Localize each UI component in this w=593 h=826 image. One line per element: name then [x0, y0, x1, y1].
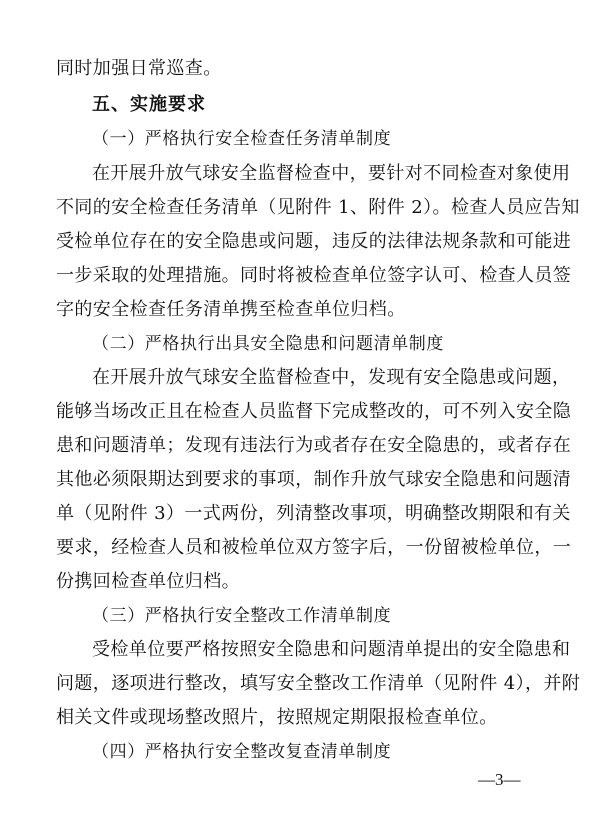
paragraph-line: 不同的安全检查任务清单（见附件 1、附件 2）。检查人员应告知 — [56, 197, 580, 218]
page-number: —3— — [478, 770, 521, 789]
paragraph-line: 患和问题清单；发现有违法行为或者存在安全隐患的，或者存在 — [56, 435, 572, 456]
paragraph-line: 单（见附件 3）一式两份，列清整改事项，明确整改期限和有关 — [56, 503, 571, 524]
paragraph-line: 在开展升放气球安全监督检查中，要针对不同检查对象使用 — [92, 163, 571, 184]
paragraph-line: 受检单位存在的安全隐患或问题，违反的法律法规条款和可能进 — [56, 231, 572, 252]
subsection-heading: （二）严格执行出具安全隐患和问题清单制度 — [92, 334, 444, 354]
subsection-heading: （一）严格执行安全检查任务清单制度 — [92, 129, 392, 149]
subsection-heading: （四）严格执行安全整改复查清单制度 — [92, 742, 392, 762]
subsection-heading: （三）严格执行安全整改工作清单制度 — [92, 606, 392, 626]
paragraph-line: 受检单位要严格按照安全隐患和问题清单提出的安全隐患和 — [92, 639, 571, 660]
paragraph-line: 问题，逐项进行整改，填写安全整改工作清单（见附件 4），并附 — [56, 673, 581, 694]
paragraph-line: 其他必须限期达到要求的事项，制作升放气球安全隐患和问题清 — [56, 469, 572, 490]
paragraph-line: 一步采取的处理措施。同时将被检查单位签字认可、检查人员签 — [56, 265, 572, 286]
paragraph-line: 相关文件或现场整改照片，按照规定期限报检查单位。 — [56, 707, 498, 728]
paragraph-line: 份携回检查单位归档。 — [56, 571, 240, 592]
section-heading: 五、实施要求 — [92, 94, 206, 115]
paragraph-line: 要求，经检查人员和被检单位双方签字后，一份留被检单位，一 — [56, 537, 572, 558]
paragraph-line: 在开展升放气球安全监督检查中，发现有安全隐患或问题， — [92, 367, 571, 388]
paragraph-line: 字的安全检查任务清单携至检查单位归档。 — [56, 299, 406, 320]
paragraph-line: 能够当场改正且在检查人员监督下完成整改的，可不列入安全隐 — [56, 401, 572, 422]
paragraph-line: 同时加强日常巡查。 — [56, 58, 222, 79]
